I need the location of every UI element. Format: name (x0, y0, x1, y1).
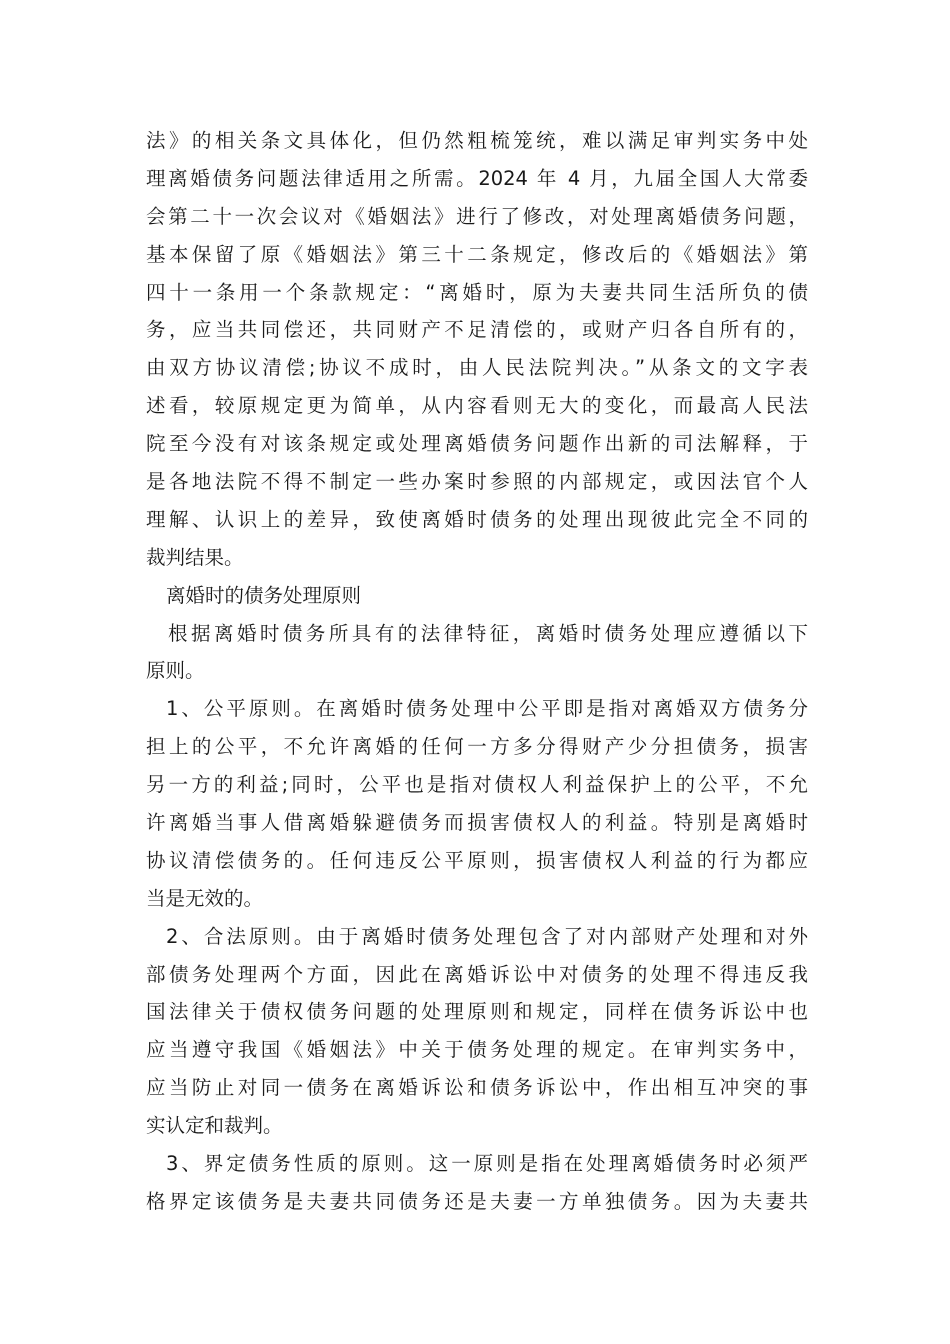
paragraph-line: 理离婚债务问题法律适用之所需。2024 年 4 月，九届全国人大常委 (146, 166, 808, 190)
paragraph-line: 法》的相关条文具体化，但仍然粗梳笼统，难以满足审判实务中处 (146, 129, 808, 152)
document-body (146, 122, 808, 1221)
paragraph-line: 3、界定债务性质的原则。这一原则是指在处理离婚债务时必须严 (166, 1152, 808, 1176)
paragraph-line: 基本保留了原《婚姻法》第三十二条规定，修改后的《婚姻法》第 (146, 242, 808, 266)
paragraph-line: 述看，较原规定更为简单，从内容看则无大的变化，而最高人民法 (146, 394, 808, 418)
paragraph-line: 由双方协议清偿;协议不成时，由人民法院判决。”从条文的文字表 (146, 356, 808, 380)
paragraph-line: 四十一条用一个条款规定：“离婚时，原为夫妻共同生活所负的债 (146, 280, 808, 304)
paragraph-line: 根据离婚时债务所具有的法律特征，离婚时债务处理应遵循以下 (168, 621, 808, 645)
paragraph-line: 会第二十一次会议对《婚姻法》进行了修改，对处理离婚债务问题， (146, 204, 808, 228)
section-heading: 离婚时的债务处理原则 (166, 583, 362, 607)
paragraph-line: 理解、认识上的差异，致使离婚时债务的处理出现彼此完全不同的 (146, 507, 808, 531)
paragraph-line: 另一方的利益;同时，公平也是指对债权人利益保护上的公平，不允 (146, 773, 808, 797)
paragraph-line: 实认定和裁判。 (146, 1114, 283, 1138)
paragraph-line: 2、合法原则。由于离婚时债务处理包含了对内部财产处理和对外 (166, 924, 808, 948)
paragraph-line: 是各地法院不得不制定一些办案时参照的内部规定，或因法官个人 (146, 470, 808, 494)
paragraph-line: 当是无效的。 (146, 886, 264, 910)
paragraph-line: 1、公平原则。在离婚时债务处理中公平即是指对离婚双方债务分 (166, 697, 808, 721)
paragraph-line: 协议清偿债务的。任何违反公平原则，损害债权人利益的行为都应 (146, 848, 808, 872)
paragraph-line: 原则。 (146, 659, 205, 683)
paragraph-line: 担上的公平，不允许离婚的任何一方多分得财产少分担债务，损害 (146, 735, 808, 759)
paragraph-line: 院至今没有对该条规定或处理离婚债务问题作出新的司法解释，于 (146, 432, 808, 456)
paragraph-line: 务，应当共同偿还，共同财产不足清偿的，或财产归各自所有的， (146, 318, 808, 342)
paragraph-line: 部债务处理两个方面，因此在离婚诉讼中对债务的处理不得违反我 (146, 962, 808, 986)
paragraph-line: 裁判结果。 (146, 545, 244, 569)
paragraph-line: 应当防止对同一债务在离婚诉讼和债务诉讼中，作出相互冲突的事 (146, 1076, 808, 1100)
paragraph-line: 许离婚当事人借离婚躲避债务而损害债权人的利益。特别是离婚时 (146, 811, 808, 835)
paragraph-line: 格界定该债务是夫妻共同债务还是夫妻一方单独债务。因为夫妻共 (146, 1189, 808, 1213)
paragraph-line: 国法律关于债权债务问题的处理原则和规定，同样在债务诉讼中也 (146, 1000, 808, 1024)
paragraph-line: 应当遵守我国《婚姻法》中关于债务处理的规定。在审判实务中， (146, 1038, 808, 1062)
